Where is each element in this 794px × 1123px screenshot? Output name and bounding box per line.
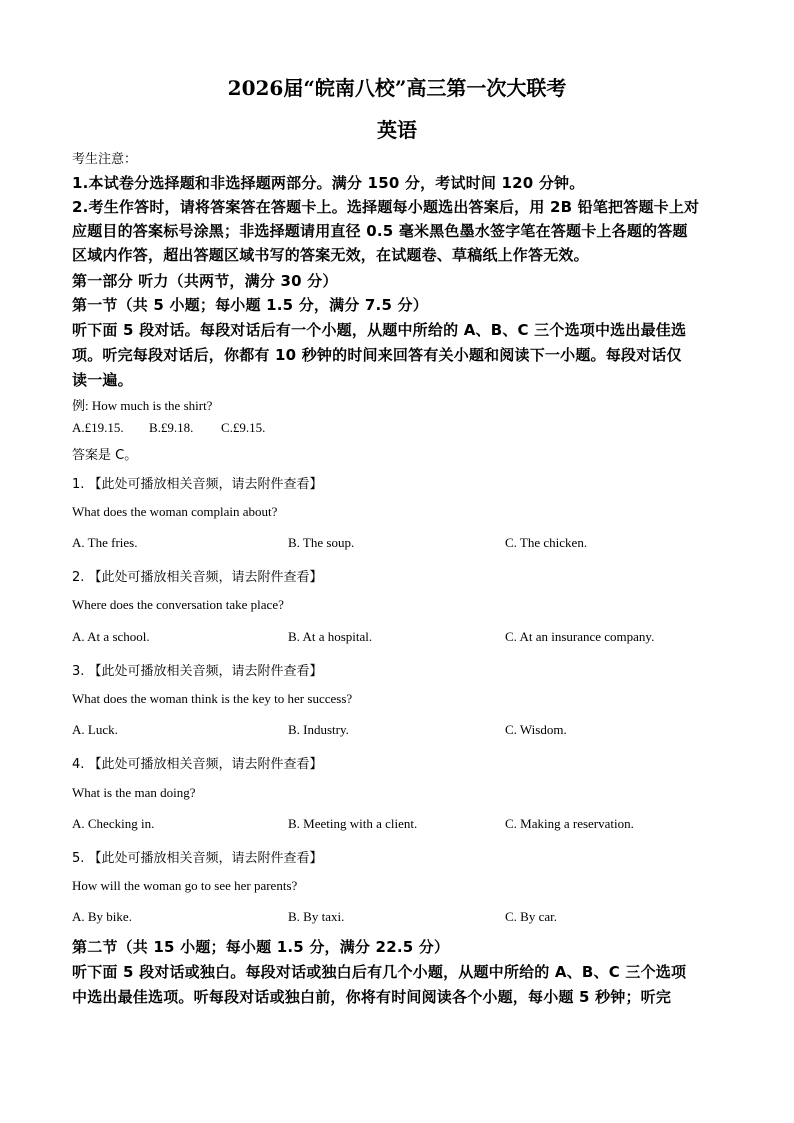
exam-title: 2026届“皖南八校”高三第一次大联考: [227, 76, 567, 100]
question-4-option-a: A. Checking in.: [72, 816, 155, 831]
question-4-option-b: B. Meeting with a client.: [288, 816, 418, 831]
question-4-options: [72, 816, 722, 834]
section2-instructions-line-1: 听下面 5 段对话或独白。每段对话或独白后有几个小题，从题中所给的 A、B、C 三个选项: [72, 963, 687, 981]
question-2-option-b: B. At a hospital.: [288, 629, 373, 644]
question-4-option-c: C. Making a reservation.: [505, 816, 634, 831]
question-5-option-b: B. By taxi.: [288, 909, 345, 924]
question-1-text: What does the woman complain about?: [72, 504, 278, 519]
question-3-option-c: C. Wisdom.: [505, 722, 567, 737]
question-2-option-c: C. At an insurance company.: [505, 629, 655, 644]
notice-item-2-line-3: 区域内作答，超出答题区域书写的答案无效，在试题卷、草稿纸上作答无效。: [72, 246, 589, 264]
question-3-options: [72, 722, 722, 740]
example-answer: 答案是 C。: [72, 448, 138, 463]
question-4-text: What is the man doing?: [72, 785, 196, 800]
part1-heading: 第一部分 听力（共两节，满分 30 分）: [72, 272, 338, 290]
example-option-a: A.£19.15.: [72, 420, 124, 435]
section1-instructions-line-2: 项。听完每段对话后，你都有 10 秒钟的时间来回答有关小题和阅读下一小题。每段对话仅: [72, 346, 682, 364]
question-5-option-a: A. By bike.: [72, 909, 132, 924]
example-option-c: C.£9.15.: [221, 420, 266, 435]
question-2-options: [72, 629, 722, 647]
section2-instructions-line-2: 中选出最佳选项。听每段对话或独白前，你将有时间阅读各个小题，每小题 5 秒钟；听完: [72, 988, 672, 1006]
section1-instructions-line-1: 听下面 5 段对话。每段对话后有一个小题，从题中所给的 A、B、C 三个选项中选出最佳选: [72, 321, 687, 339]
question-5-audio-note: 5. 【此处可播放相关音频，请去附件查看】: [72, 851, 323, 866]
notice-item-1: 1.本试卷分选择题和非选择题两部分。满分 150 分，考试时间 120 分钟。: [72, 174, 585, 192]
notice-item-2-line-2: 应题目的答案标号涂黑；非选择题请用直径 0.5 毫米黑色墨水签字笔在答题卡上各题的答题: [72, 222, 688, 240]
section1-instructions-line-3: 读一遍。: [72, 371, 133, 389]
question-3-audio-note: 3. 【此处可播放相关音频，请去附件查看】: [72, 664, 323, 679]
section1-heading: 第一节（共 5 小题；每小题 1.5 分，满分 7.5 分）: [72, 296, 428, 314]
exam-subject: 英语: [377, 118, 417, 142]
section2-heading: 第二节（共 15 小题；每小题 1.5 分，满分 22.5 分）: [72, 938, 450, 956]
notice-heading: 考生注意：: [72, 152, 138, 167]
question-3-text: What does the woman think is the key to her success?: [72, 691, 353, 706]
example-option-b: B.£9.18.: [149, 420, 194, 435]
question-2-text: Where does the conversation take place?: [72, 597, 284, 612]
notice-item-2-line-1: 2.考生作答时，请将答案答在答题卡上。选择题每小题选出答案后，用 2B 铅笔把答题卡上对: [72, 198, 700, 216]
question-1-option-b: B. The soup.: [288, 535, 355, 550]
example-options: [72, 420, 722, 438]
question-1-option-a: A. The fries.: [72, 535, 138, 550]
question-5-options: [72, 909, 722, 927]
question-1-audio-note: 1. 【此处可播放相关音频，请去附件查看】: [72, 477, 323, 492]
question-1-options: [72, 535, 722, 553]
question-3-option-a: A. Luck.: [72, 722, 118, 737]
example-question: 例: How much is the shirt?: [72, 398, 213, 413]
question-3-option-b: B. Industry.: [288, 722, 349, 737]
question-2-option-a: A. At a school.: [72, 629, 150, 644]
question-4-audio-note: 4. 【此处可播放相关音频，请去附件查看】: [72, 757, 323, 772]
question-1-option-c: C. The chicken.: [505, 535, 588, 550]
question-5-text: How will the woman go to see her parents?: [72, 878, 298, 893]
question-2-audio-note: 2. 【此处可播放相关音频，请去附件查看】: [72, 570, 323, 585]
question-5-option-c: C. By car.: [505, 909, 557, 924]
